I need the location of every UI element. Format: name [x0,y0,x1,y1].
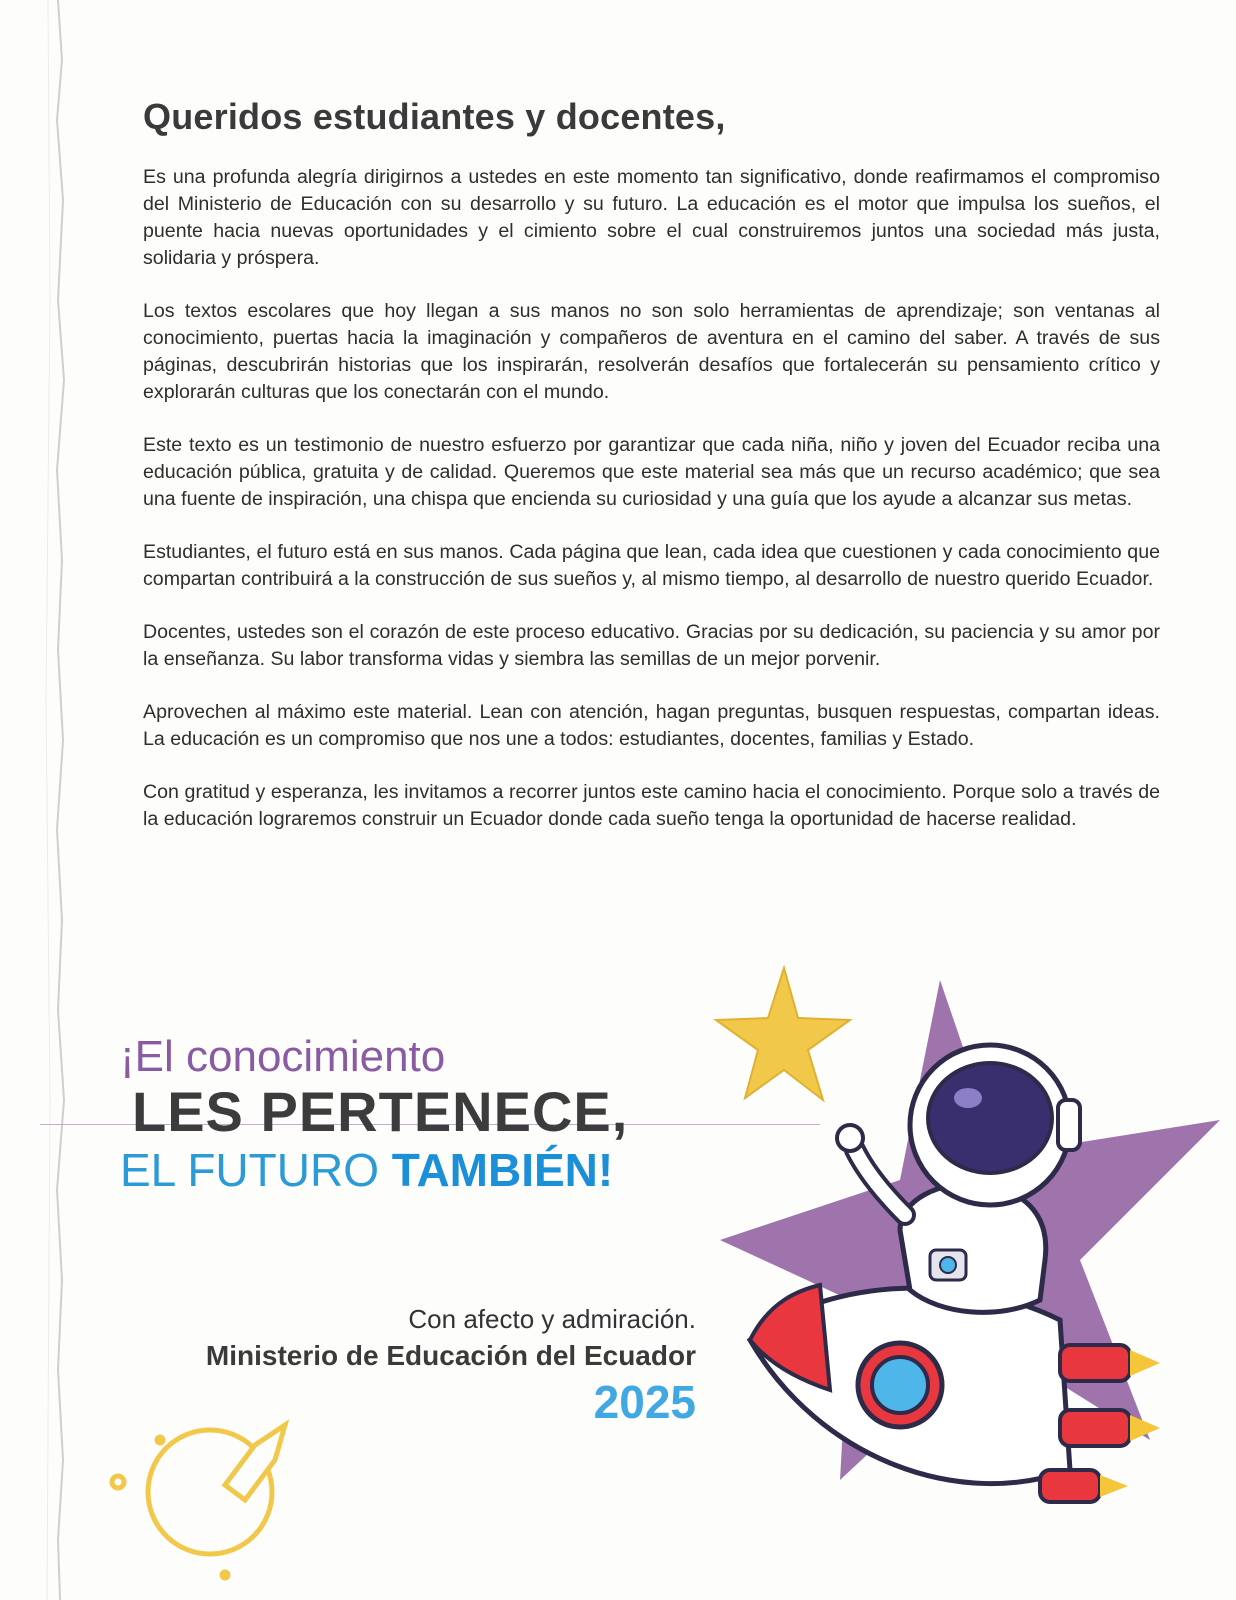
slogan [120,1032,820,1198]
slogan-line-2: LES PERTENECE, [132,1080,629,1143]
letter-greeting: Queridos estudiantes y docentes, [143,96,726,137]
torn-edge-decoration [0,0,90,1600]
signature-closing: Con afecto y admiración. [408,1304,696,1334]
paragraph-2: Los textos escolares que hoy llegan a sus manos no son solo herramientas de aprendizaje; son ventanas al conocimiento, puertas hacia la imaginación y compañeros de aventura en el camino del saber. A través de sus páginas, descubrirán historias que los inspirarán, resolverán desafíos que fortalecerán su pensamiento crítico y explorarán culturas que los conectarán con el mundo. [143,300,1160,403]
planet-rocket-icon [112,1425,285,1578]
letter-body [143,164,1160,859]
rocket-shape [750,1285,1160,1502]
paragraph-1: Es una profunda alegría dirigirnos a ustedes en este momento tan significativo, donde reafirmamos el compromiso del Ministerio de Educación con su desarrollo y su futuro. La educación es el motor que impulsa los sueños, el puente hacia nuevas oportunidades y el cimiento sobre el cual construiremos juntos una sociedad más justa, solidaria y próspera. [143,166,1160,269]
slogan-line-1: ¡El conocimiento [120,1032,446,1081]
signature-year: 2025 [593,1376,696,1428]
paragraph-5: Docentes, ustedes son el corazón de este proceso educativo. Gracias por su dedicación, su paciencia y su amor por la enseñanza. Su labor transforma vidas y siembra las semillas de un mejor porvenir. [143,621,1160,670]
paragraph-6: Aprovechen al máximo este material. Lean con atención, hagan preguntas, busquen respuestas, compartan ideas. La educación es un compromiso que nos une a todos: estudiantes, docentes, familias y Estado. [143,701,1160,750]
paragraph-7: Con gratitud y esperanza, les invitamos a recorrer juntos este camino hacia el conocimiento. Porque solo a través de la educación lograremos construir un Ecuador donde cada sueño tenga la oportunidad de hacerse realidad. [143,781,1160,830]
slogan-line-3-regular: EL FUTURO [120,1144,392,1196]
signature-block [206,1302,696,1428]
paragraph-4: Estudiantes, el futuro está en sus manos. Cada página que lean, cada idea que cuestionen y cada conocimiento que compartan contribuirá a la construcción de sus sueños y, al mismo tiempo, al desarrollo de nuestro querido Ecuador. [143,541,1160,590]
slogan-line-3 [120,1142,820,1198]
slogan-line-3-bold: TAMBIÉN! [391,1144,614,1196]
astronaut-shape [837,1045,1080,1312]
signature-organization: Ministerio de Educación del Ecuador [205,1340,696,1371]
paragraph-3: Este texto es un testimonio de nuestro esfuerzo por garantizar que cada niña, niño y joven del Ecuador reciba una educación pública, gratuita y de calidad. Queremos que este material sea más que un recurso académico; que sea una fuente de inspiración, una chispa que encienda su curiosidad y una guía que los ayude a alcanzar sus metas. [143,434,1160,510]
